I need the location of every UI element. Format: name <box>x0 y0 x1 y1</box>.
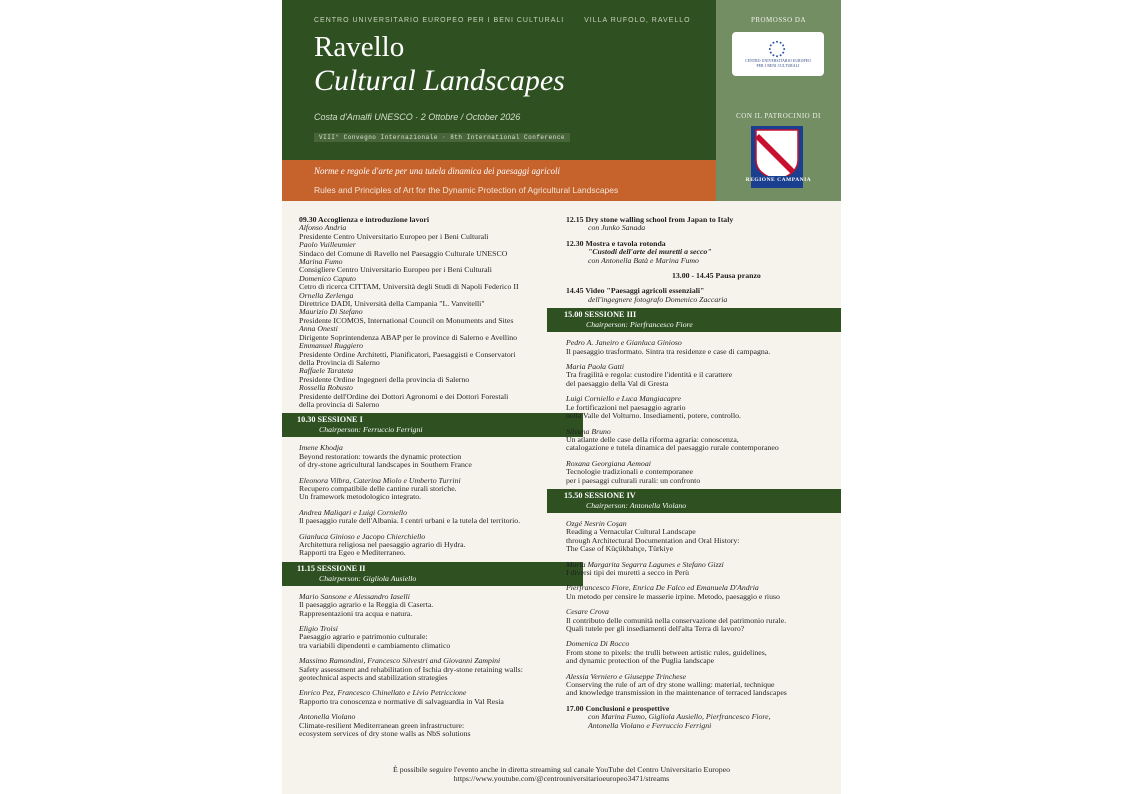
talk-authors: Eligio Troisi <box>299 624 338 634</box>
speaker-name: Paolo Vuilleumier <box>299 240 356 250</box>
talk-title: Un metodo per censire le masserie irpine. Metodo, paesaggio e riuso <box>566 591 780 601</box>
talk-title: tra variabili dipendenti e cambiamento climatico <box>299 640 451 650</box>
speaker-role: Presidente dell'Ordine dei Dottori Agronomi e dei Dottori Forestali <box>299 391 509 401</box>
eu-stars-icon <box>768 40 786 58</box>
talk-title: ecosystem services of dry stone walls as NbS solutions <box>299 729 471 739</box>
speaker-name: Raffaele Tarateta <box>299 366 354 376</box>
theme-italian: Norme e regole d'arte per una tutela dinamica dei paesaggi agricoli <box>314 166 561 176</box>
theme-english: Rules and Principles of Art for the Dynamic Protection of Agricultural Landscapes <box>314 185 619 195</box>
speaker-role: Sindaco del Comune di Ravello nel Paesaggio Culturale UNESCO <box>299 248 508 258</box>
speaker-name: Maurizio Di Stefano <box>299 307 363 317</box>
session-4-talks <box>566 513 828 698</box>
talk-authors: Maria Paola Gatti <box>566 362 625 372</box>
closing-line: con Marina Fumo, Gigliola Ausiello, Pierfrancesco Fiore, <box>588 712 771 722</box>
talk-title: Paesaggio agrario e patrimonio culturale: <box>299 632 428 642</box>
talk-authors: Enrico Pez, Francesco Chinellato e Livio Petriccione <box>299 688 467 698</box>
talk-authors: Cesare Crova <box>566 607 609 617</box>
region-label: REGIONE CAMPANIA <box>745 177 812 183</box>
opening-speakers <box>299 224 564 409</box>
talk-authors: Andrea Maliqari e Luigi Corniello <box>299 507 407 517</box>
talk-title: Rapporti tra Egeo e Mediterraneo. <box>299 548 406 558</box>
talk-title: Il paesaggio rurale dell'Albania. I centri urbani e la tutela del territorio. <box>299 516 521 526</box>
speaker-role: Presidente Ordine Architetti, Pianificatori, Paesaggisti e Conservatori <box>299 349 516 359</box>
organizer-name: CENTRO UNIVERSITARIO EUROPEO PER I BENI CULTURALI <box>314 17 565 24</box>
speaker-role: della provincia di Salerno <box>299 399 380 409</box>
talk-authors: Massimo Ramondini, Francesco Silvestri and Giovanni Zampini <box>299 656 501 666</box>
event-date-location: Costa d'Amalfi UNESCO · 2 Ottobre / October 2026 <box>314 112 521 122</box>
talk-title: Il paesaggio trasformato. Sintra tra residenze e case di campagna. <box>566 346 771 356</box>
talk-title: Il contributo delle comunità nella conservazione del patrimonio rurale. <box>566 615 787 625</box>
item-dry-stone-school: 12.15 Dry stone walling school from Japan to Italy <box>566 215 734 224</box>
item-exhibition-subtitle: "Custodi dell'arte dei muretti a secco" <box>588 247 712 257</box>
speaker-role: Presidente ICOMOS, International Council on Monuments and Sites <box>299 315 514 325</box>
talk-title: Tecnologie tradizionali e contemporanee <box>566 467 693 477</box>
session-2-title: 11.15 SESSIONE II <box>297 563 366 573</box>
talk-title: del paesaggio della Val di Gresta <box>566 378 669 388</box>
talk-title: through Architectural Documentation and Oral History: <box>566 535 740 545</box>
title-line-2: Cultural Landscapes <box>314 64 565 97</box>
opening-title: 09.30 Accoglienza e introduzione lavori <box>299 215 430 224</box>
talk-title: The Case of Küçükbahçe, Türkiye <box>566 544 674 554</box>
session-3-title: 15.00 SESSIONE III <box>564 310 637 320</box>
session-3-talks <box>566 332 828 485</box>
closing-title: 17.00 Conclusioni e prospettive <box>566 703 670 713</box>
speaker-role: Cetro di ricerca CITTAM, Università degli Studi di Napoli Federico II <box>299 282 519 292</box>
session-4-header <box>547 489 841 513</box>
talk-title: and dynamic protection of the Puglia landscape <box>566 656 715 666</box>
speaker-role: Direttrice DADI, Università della Campania "L. Vanvitelli" <box>299 299 485 309</box>
speaker-name: Marina Fumo <box>299 257 343 267</box>
session-3-chair: Chairperson: Pierfrancesco Fiore <box>586 320 693 330</box>
event-poster <box>282 0 841 794</box>
speaker-role: Presidente Ordine Ingegneri della provincia di Salerno <box>299 374 470 384</box>
talk-title: Safety assessment and rehabilitation of Ischia dry-stone retaining walls: <box>299 664 523 674</box>
talk-authors: Silvana Bruno <box>566 426 611 436</box>
talk-title: I diversi tipi dei muretti a secco in Perù <box>566 567 689 577</box>
speaker-role: Dirigente Soprintendenza ABAP per le province di Salerno e Avellino <box>299 332 518 342</box>
speaker-name: Alfonso Andria <box>299 223 347 233</box>
talk-title: Reading a Vernacular Cultural Landscape <box>566 527 696 537</box>
patronage-label: CON IL PATROCINIO DI <box>736 112 821 120</box>
talk-title: geotechnical aspects and stabilization strategies <box>299 673 448 683</box>
closing-participants <box>566 713 828 730</box>
session-2-header <box>282 562 583 586</box>
talk-title: Architettura religiosa nel paesaggio agrario di Hydra. <box>299 540 466 549</box>
streaming-footer <box>282 765 841 783</box>
session-2-talks <box>299 586 564 739</box>
item-dry-stone-school-by: con Junko Sanada <box>588 223 646 233</box>
header-topline <box>314 17 691 24</box>
talk-title: Le fortificazioni nel paesaggio agrario <box>566 402 686 412</box>
talk-title: Quali tutele per gli insediamenti dell'alta Terra di lavoro? <box>566 624 745 633</box>
talk-title: catalogazione e tutela dinamica del paesaggio rurale contemporaneo <box>566 443 779 453</box>
speaker-name: Anna Onesti <box>299 324 338 334</box>
conference-badge: VIII° Convegno Internazionale · 8th International Conference <box>314 133 570 142</box>
talk-authors: Eleonora Vilbra, Caterina Miolo e Umberto Turrini <box>299 475 461 485</box>
speaker-role: Presidente Centro Universitario Europeo per i Beni Culturali <box>299 231 489 241</box>
talk-title: Un framework metodologico integrato. <box>299 492 422 502</box>
talk-authors: Alessia Verniero e Giuseppe Trinchese <box>566 671 687 681</box>
talk-authors: Luigi Corniello e Luca Mangiacapre <box>566 394 681 404</box>
talk-title: From stone to pixels: the trulli between artistic rules, guidelines, <box>566 647 767 657</box>
talk-authors: Gianluca Ginioso e Jacopo Chierchiello <box>299 531 426 541</box>
lunch-break: 13.00 - 14.45 Pausa pranzo <box>672 271 761 281</box>
talk-title: Beyond restoration: towards the dynamic protection <box>299 451 462 461</box>
title-line-1: Ravello <box>314 31 405 63</box>
speaker-role: della Provincia di Salerno <box>299 357 380 367</box>
item-video: 14.45 Video "Paesaggi agricoli essenziali" <box>566 286 705 296</box>
session-2-chair: Chairperson: Gigliola Ausiello <box>319 573 417 583</box>
speaker-name: Ornella Zerlenga <box>299 290 354 300</box>
talk-title: Rappresentazioni tra acqua e natura. <box>299 608 413 618</box>
streaming-link[interactable]: https://www.youtube.com/@centrouniversitarioeuropeo3471/streams <box>453 774 670 783</box>
talk-authors: Pierfrancesco Fiore, Enrica De Falco ed Emanuela D'Andria <box>566 583 759 593</box>
closing-line: Antonella Violano e Ferruccio Ferrigni <box>588 720 712 730</box>
streaming-note: È possibile seguire l'evento anche in diretta streaming sul canale YouTube del Centro Universitario Europeo <box>393 765 730 774</box>
session-1-title: 10.30 SESSIONE I <box>297 415 363 425</box>
university-logo <box>732 32 824 76</box>
session-3-header <box>547 308 841 332</box>
speaker-name: Domenico Caputo <box>299 273 356 283</box>
university-logo-text: CENTRO UNIVERSITARIO EUROPEO PER I BENI CULTURALI <box>745 59 811 68</box>
talk-authors: Maria Margarita Segarra Lagunes e Stefano Gizzi <box>566 559 724 569</box>
sponsor-panel <box>716 0 841 201</box>
talk-title: Recupero compatibile delle cantine rurali storiche. <box>299 483 457 493</box>
header-panel <box>282 0 716 160</box>
talk-authors: Pedro A. Janeiro e Gianluca Ginioso <box>566 338 682 348</box>
talk-authors: Imene Khodja <box>299 443 343 453</box>
session-1-chair: Chairperson: Ferruccio Ferrigni <box>319 425 423 435</box>
talk-title: Rapporto tra conoscenza e normative di salvaguardia in Val Resia <box>299 696 504 706</box>
talk-title: Un atlante delle case della riforma agraria: conoscenza, <box>566 434 739 444</box>
speaker-name: Emmanuel Ruggiero <box>299 341 364 351</box>
talk-title: nella Valle del Volturno. Insediamenti, potere, controllo. <box>566 411 741 421</box>
talk-title: per i paesaggi culturali rurali: un confronto <box>566 475 701 485</box>
session-4-chair: Chairperson: Antonella Violano <box>586 500 687 510</box>
theme-band <box>282 160 716 201</box>
speaker-role: Consigliere Centro Universitario Europeo per i Beni Culturali <box>299 265 492 275</box>
item-exhibition: 12.30 Mostra e tavola rotonda <box>566 238 666 248</box>
talk-authors: Roxana Georgiana Aemoai <box>566 458 651 468</box>
speaker-name: Rossella Robusto <box>299 383 353 393</box>
talk-title: of dry-stone agricultural landscapes in Southern France <box>299 460 472 470</box>
talk-authors: Ozgé Nesrin Coşan <box>566 518 627 528</box>
talk-authors: Domenica Di Rocco <box>566 639 630 649</box>
session-4-title: 15.50 SESSIONE IV <box>564 490 636 500</box>
talk-title: Tra fragilità e regola: custodire l'identità e il carattere <box>566 370 733 380</box>
talk-authors: Antonella Violano <box>299 712 356 722</box>
program-left-column <box>299 216 564 739</box>
session-1-talks <box>299 437 564 557</box>
talk-title: and knowledge transmission in the maintenance of terraced landscapes <box>566 688 787 698</box>
session-1-header <box>282 413 583 437</box>
talk-authors: Mario Sansone e Alessandro Iaselli <box>299 591 410 601</box>
program-right-column <box>566 216 828 730</box>
item-video-by: dell'ingegnere fotografo Domenico Zaccaria <box>588 294 728 304</box>
talk-title: Climate-resilient Mediterranean green infrastructure: <box>299 720 465 730</box>
promoted-by-label: PROMOSSO DA <box>750 16 807 24</box>
venue-name: VILLA RUFOLO, RAVELLO <box>584 17 691 24</box>
talk-title: Conserving the rule of art of dry stone walling: material, technique <box>566 680 775 690</box>
item-exhibition-by: con Antonella Batà e Marina Fumo <box>588 255 699 265</box>
talk-title: Il paesaggio agrario e la Reggia di Caserta. <box>299 600 434 610</box>
